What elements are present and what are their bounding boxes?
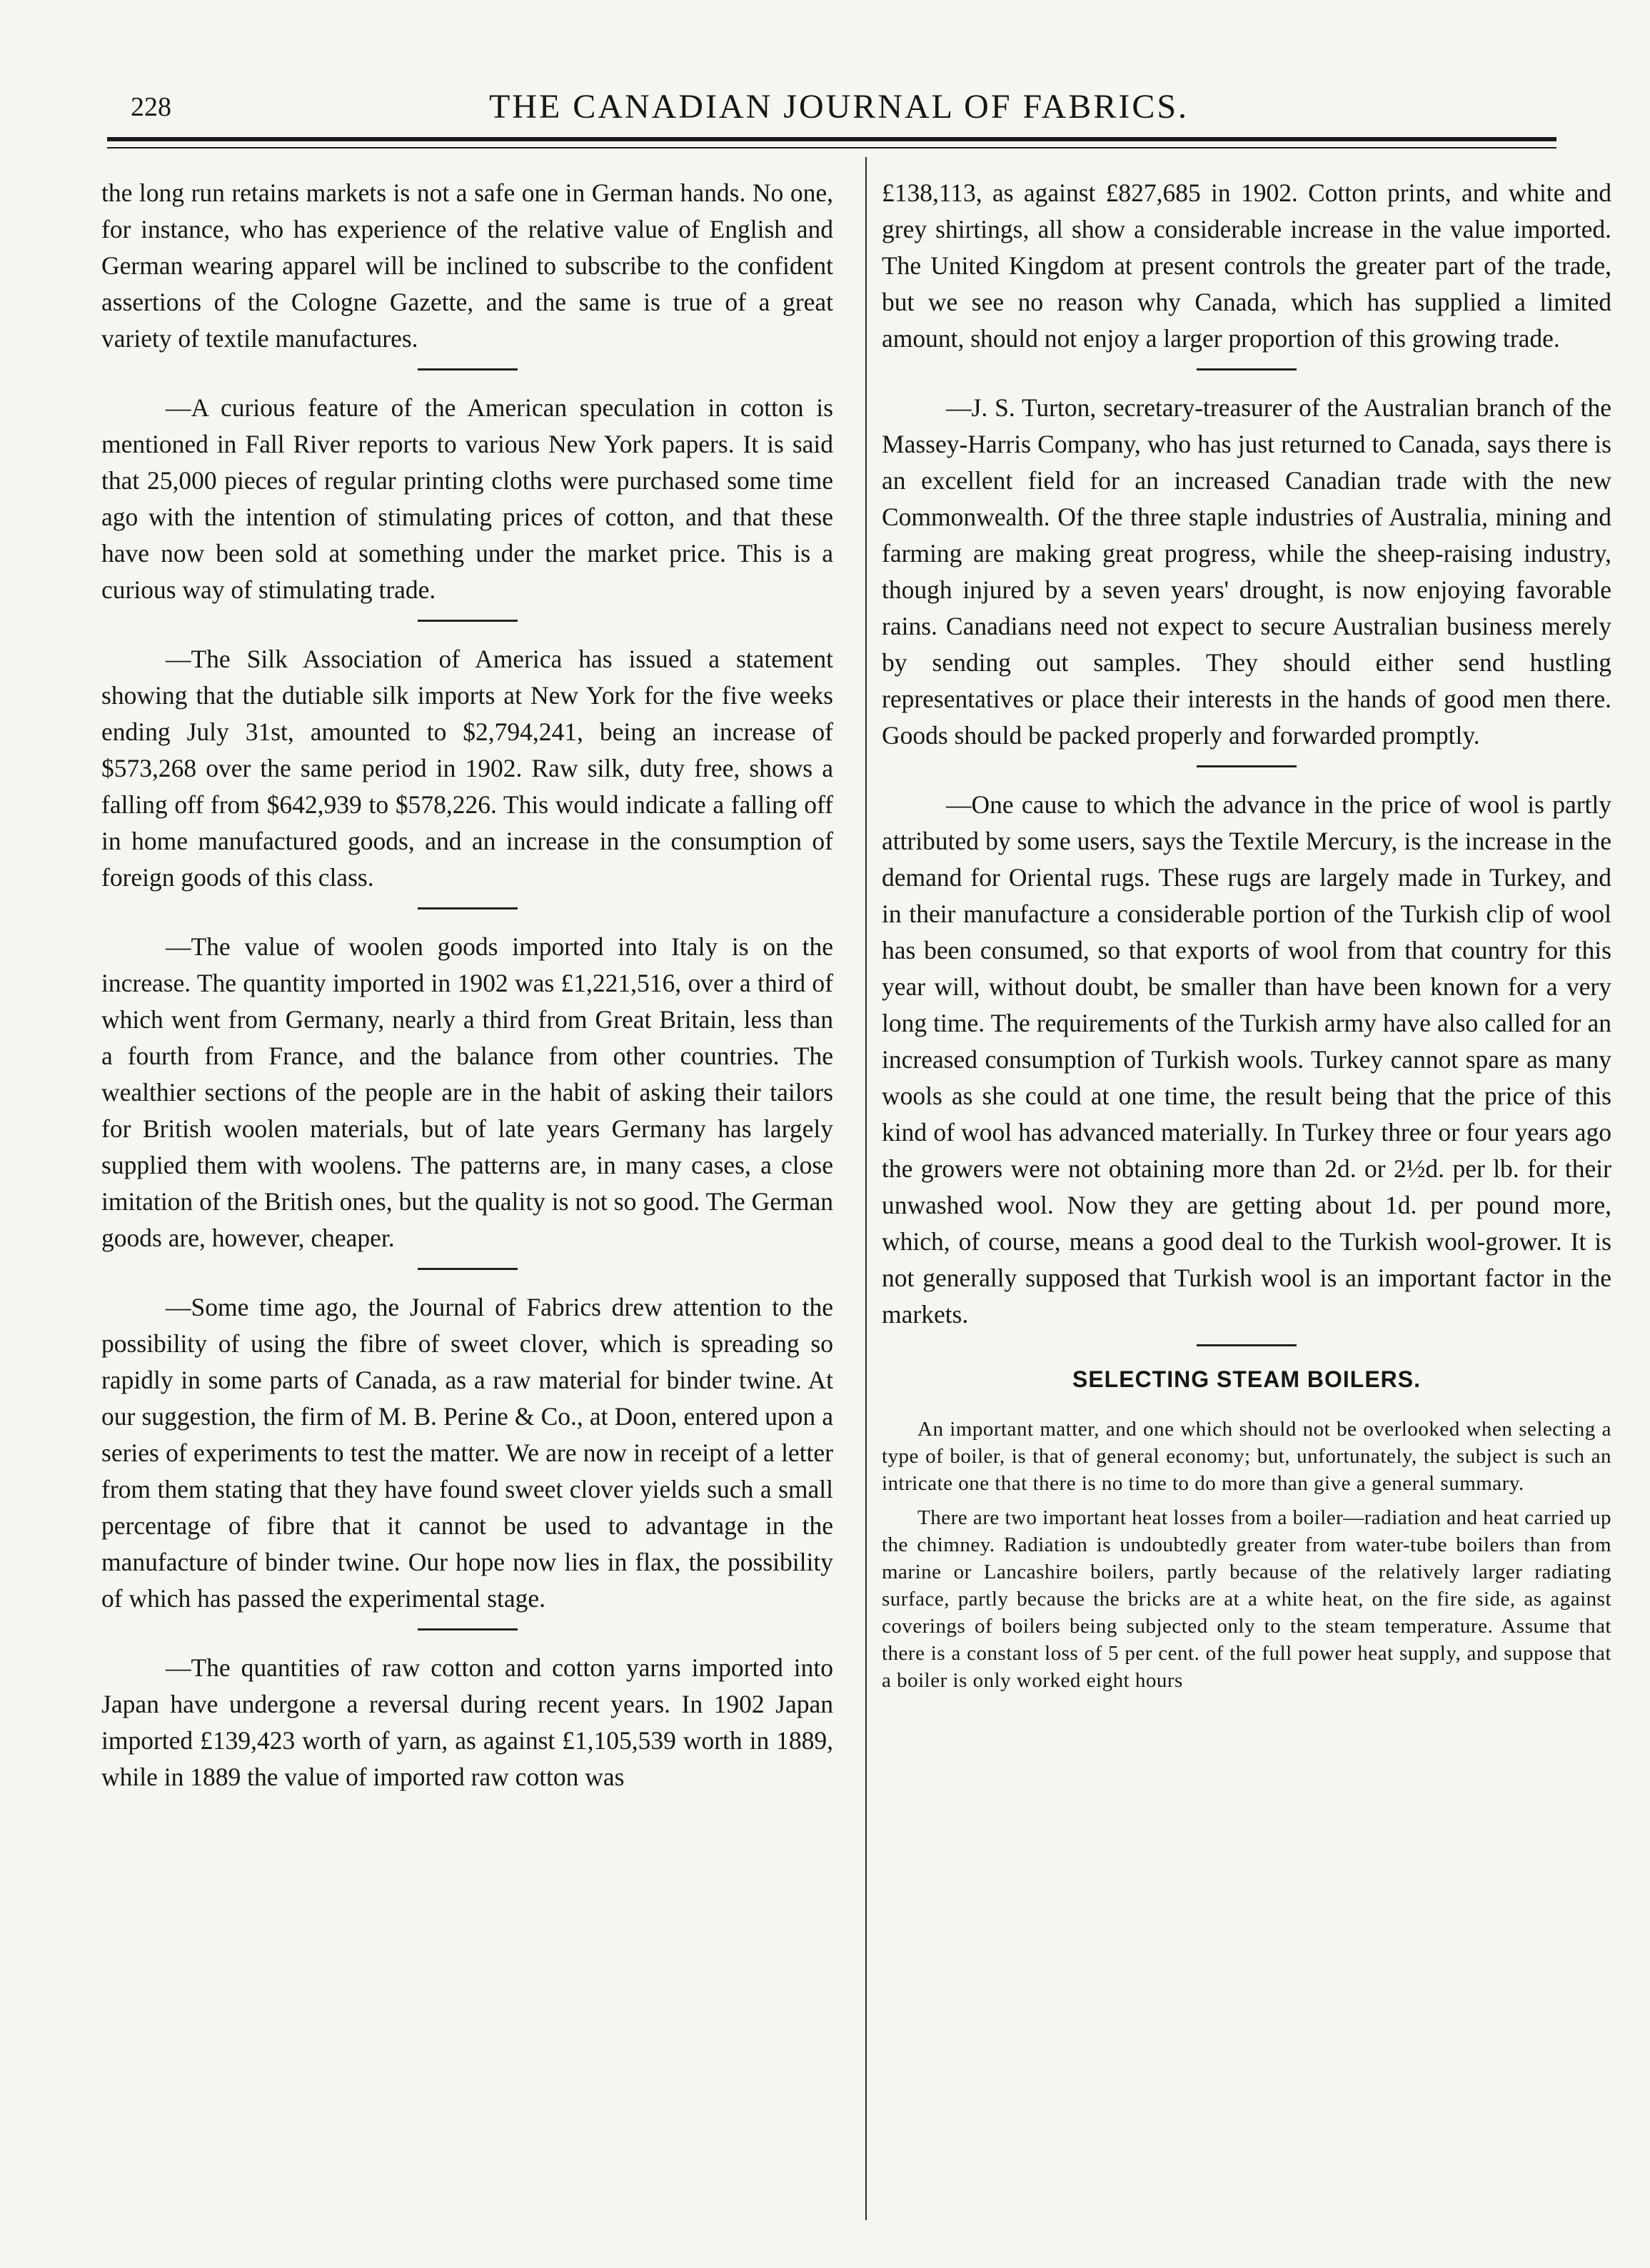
article-paragraph: —Some time ago, the Journal of Fabrics drew attention to the possibility of using the fibre of sweet clover, which is spreading so rapidly in some parts of Canada, as a raw material for binder twine. At our suggestion, the firm of M. B. Perine & Co., at Doon, entered upon a series of experiments to test the matter. We are now in receipt of a letter from them stating that they have found sweet clover yields such a small percentage of fibre that it cannot be used to advantage in the manufacture of binder twine. Our hope now lies in flax, the possibility of which has passed the experimental stage. xyxy=(101,1293,833,1613)
article-separator xyxy=(1197,368,1297,371)
article-paragraph: —J. S. Turton, secretary-treasurer of the Australian branch of the Massey-Harris Company, who has just returned to Canada, says there is an excellent field for an increased Canadian trade with the new Commonwealth. Of the three staple industries of Australia, mining and farming are making great progress, while the sheep-raising industry, though injured by a seven years' drought, is now enjoying favorable rains. Canadians need not expect to secure Australian business merely by sending out samples. They should either send hustling representatives or place their interests in the hands of good men there. Goods should be packed properly and forwarded promptly. xyxy=(882,393,1611,750)
section-title: SELECTING STEAM BOILERS. xyxy=(1072,1366,1422,1392)
article-paragraph: —The quantities of raw cotton and cotton yarns imported into Japan have undergone a reversal during recent years. In 1902 Japan imported £139,423 worth of yarn, as against £1,105,539 worth in 1889, while in 1889 the value of imported raw cotton was xyxy=(101,1653,833,1791)
page-number: 228 xyxy=(131,92,171,122)
section-paragraph: There are two important heat losses from a boiler—radiation and heat carried up the chimney. Radiation is undoubtedly greater from water-tube boilers than from marine or Lancashire boilers, partly because of the relatively larger radiating surface, partly because the bricks are at a white heat, on the fire side, as against coverings of boilers being subjected only to the steam temperature. Assume that there is a constant loss of 5 per cent. of the full power heat supply, and suppose that a boiler is only worked eight hours xyxy=(882,1506,1611,1692)
article-paragraph: —The Silk Association of America has issued a statement showing that the dutiable silk imports at New York for the five weeks ending July 31st, amounted to $2,794,241, being an increase of $573,268 over the same period in 1902. Raw silk, duty free, shows a falling off from $642,939 to $578,226. This would indicate a falling off in home manufactured goods, and an increase in the consumption of foreign goods of this class. xyxy=(101,645,833,892)
article-separator xyxy=(418,1268,518,1270)
section-paragraph: An important matter, and one which should not be overlooked when selecting a type of boiler, is that of general economy; but, unfortunately, the subject is such an intricate one that there is no time to do more than give a general summary. xyxy=(882,1418,1611,1495)
journal-title: THE CANADIAN JOURNAL OF FABRICS. xyxy=(488,88,1189,126)
article-paragraph: —One cause to which the advance in the price of wool is partly attributed by some users, says the Textile Mercury, is the increase in the demand for Oriental rugs. These rugs are largely made in Turkey, and in their manufacture a considerable portion of the Turkish clip of wool has been consumed, so that exports of wool from that country for this year will, without doubt, be smaller than have been known for a very long time. The requirements of the Turkish army have also called for an increased consumption of Turkish wools. Turkey cannot spare as many wools as she could at one time, the result being that the price of this kind of wool has advanced materially. In Turkey three or four years ago the growers were not obtaining more than 2d. or 2½d. per lb. for their unwashed wool. Now they are getting about 1d. per pound more, which, of course, means a good deal to the Turkish wool-grower. It is not generally supposed that Turkish wool is an important factor in the markets. xyxy=(882,790,1611,1329)
right-column xyxy=(882,175,1611,1701)
column-divider xyxy=(865,157,867,2220)
article-separator xyxy=(1197,1344,1297,1346)
article-paragraph: —A curious feature of the American speculation in cotton is mentioned in Fall River reports to various New York papers. It is said that 25,000 pieces of regular printing cloths were purchased some time ago with the intention of stimulating prices of cotton, and that these have now been sold at something under the market price. This is a curious way of stimulating trade. xyxy=(101,393,833,604)
article-paragraph: the long run retains markets is not a safe one in German hands. No one, for instance, who has experience of the relative value of English and German wearing apparel will be inclined to subscribe to the confident assertions of the Cologne Gazette, and the same is true of a great variety of textile manufactures. xyxy=(101,178,833,353)
left-column xyxy=(101,175,833,1795)
article-separator xyxy=(418,1628,518,1631)
header-rule-thick xyxy=(107,137,1556,141)
page-header xyxy=(104,84,1574,134)
article-paragraph: —The value of woolen goods imported into Italy is on the increase. The quantity imported in 1902 was £1,221,516, over a third of which went from Germany, nearly a third from Great Britain, less than a fourth from France, and the balance from other countries. The wealthier sections of the people are in the habit of asking their tailors for British woolen materials, but of late years Germany has largely supplied them with woolens. The patterns are, in many cases, a close imitation of the British ones, but the quality is not so good. The German goods are, however, cheaper. xyxy=(101,932,833,1252)
article-separator xyxy=(418,368,518,371)
article-paragraph: £138,113, as against £827,685 in 1902. Cotton prints, and white and grey shirtings, all show a considerable increase in the value imported. The United Kingdom at present controls the greater part of the trade, but we see no reason why Canada, which has supplied a limited amount, should not enjoy a larger proportion of this growing trade. xyxy=(882,178,1611,353)
header-rule-thin xyxy=(107,147,1556,148)
article-separator xyxy=(418,907,518,909)
article-separator xyxy=(1197,765,1297,767)
article-separator xyxy=(418,620,518,622)
